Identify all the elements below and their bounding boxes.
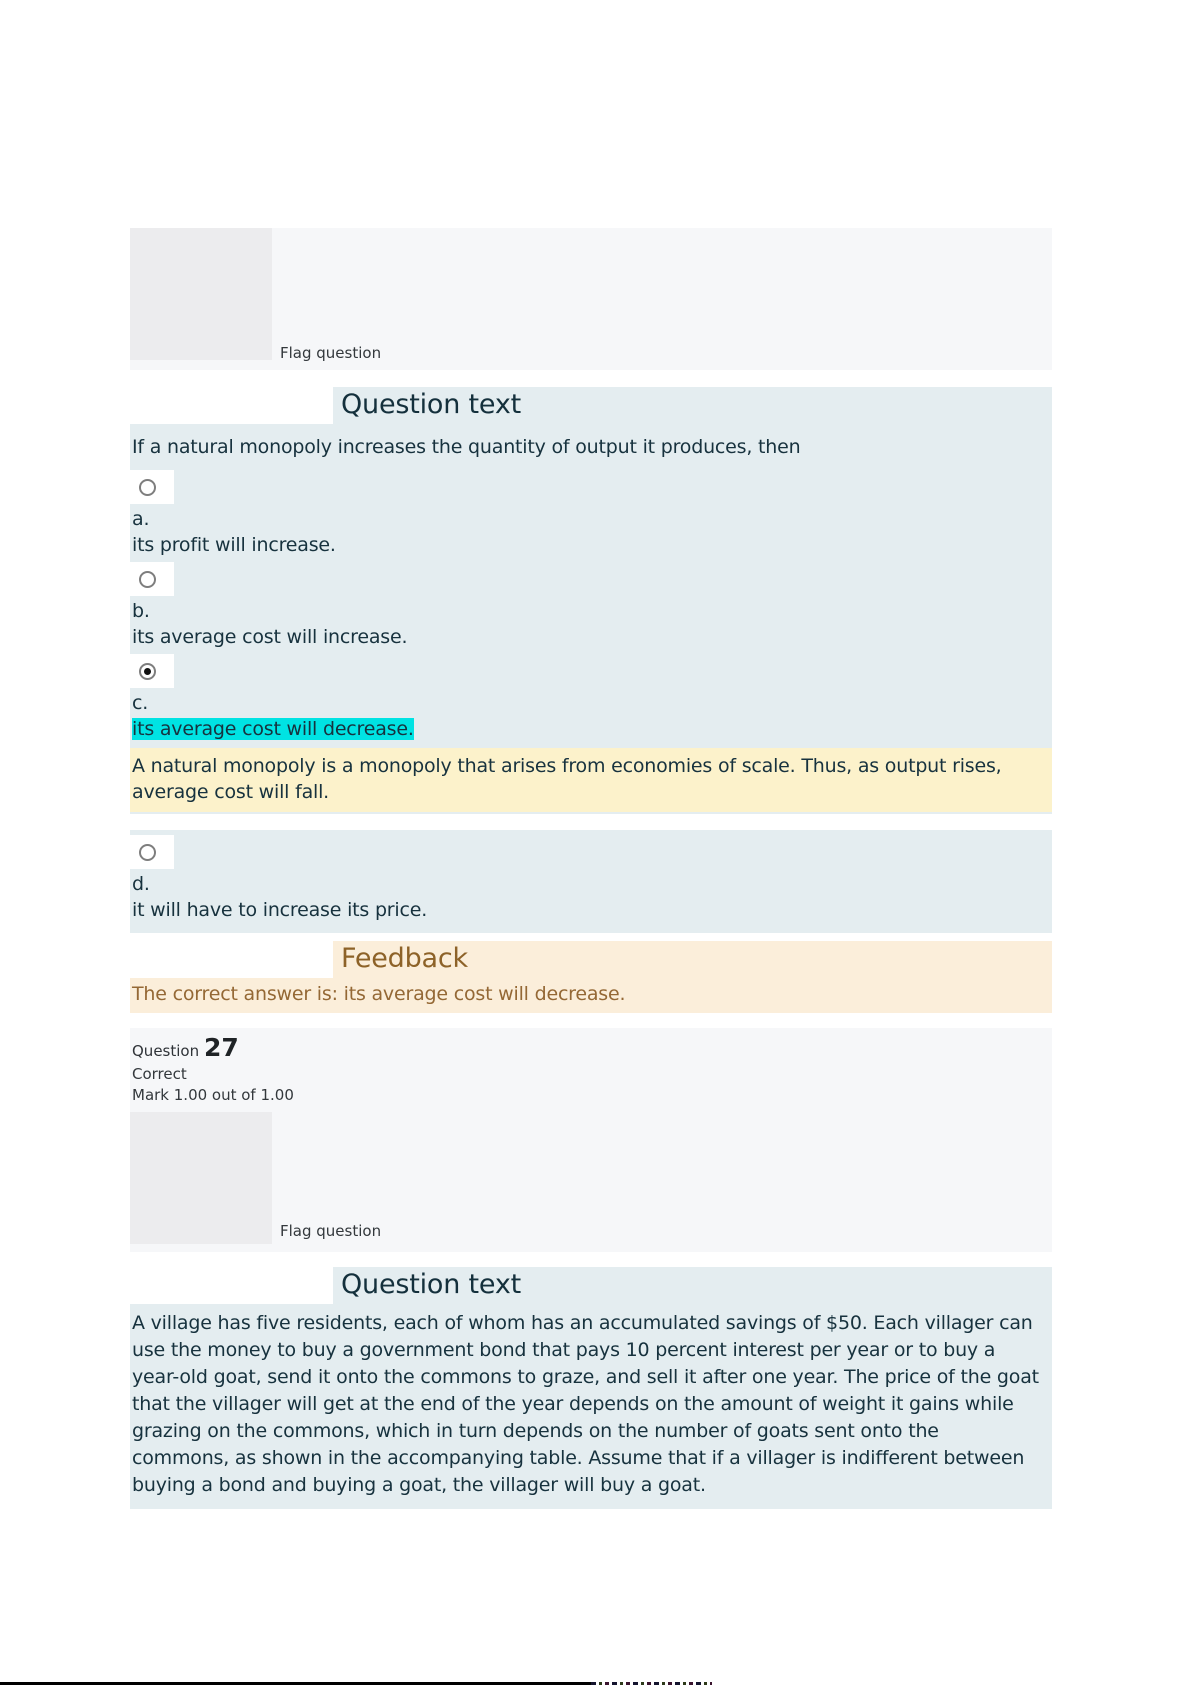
question-info-box-prev bbox=[130, 228, 1052, 370]
answer-option-b bbox=[130, 562, 1052, 654]
question-number-row bbox=[132, 1035, 1052, 1064]
option-letter: d. bbox=[132, 873, 150, 895]
option-text bbox=[130, 716, 1052, 746]
question-text-heading: Question text bbox=[341, 389, 522, 420]
selected-answer-highlight: its average cost will decrease. bbox=[132, 718, 414, 740]
radio-icon[interactable] bbox=[139, 844, 156, 861]
feedback-heading-row bbox=[130, 941, 1052, 978]
radio-option-a[interactable] bbox=[130, 470, 174, 504]
question-27-stem: A village has five residents, each of whom has an accumulated savings of $50. Each villager can use the money to buy a government bond that pays 10 percent interest per year or to buy a year-old goat, send it onto the commons to graze, and sell it after one year. The price of the goat that the villager will get at the end of the year depends on the amount of weight it gains while grazing on the commons, which in turn depends on the number of goats sent onto the commons, as shown in the accompanying table. Assume that if a villager is indifferent between buying a bond and buying a goat, the villager will buy a goat. bbox=[130, 1304, 1052, 1509]
quiz-content-column bbox=[130, 228, 1052, 1509]
question-formulation-prev bbox=[130, 424, 1052, 814]
flag-question-link[interactable]: Flag question bbox=[280, 1222, 382, 1240]
heading-indent-spacer bbox=[130, 941, 333, 978]
question-text-heading-row-prev bbox=[130, 387, 1052, 424]
feedback-heading: Feedback bbox=[341, 943, 468, 974]
answer-option-a bbox=[130, 470, 1052, 562]
option-text: its profit will increase. bbox=[132, 534, 336, 556]
option-letter: b. bbox=[132, 600, 150, 622]
heading-indent-spacer bbox=[130, 1267, 333, 1304]
question-info-box-27 bbox=[130, 1028, 1052, 1252]
option-text: it will have to increase its price. bbox=[132, 899, 428, 921]
question-text-heading-row-27 bbox=[130, 1267, 1052, 1304]
heading-band bbox=[333, 1267, 1052, 1304]
option-letter: c. bbox=[132, 692, 149, 714]
heading-band bbox=[333, 941, 1052, 978]
option-letter: a. bbox=[132, 508, 150, 530]
question-label: Question bbox=[132, 1042, 200, 1060]
radio-option-b[interactable] bbox=[130, 562, 174, 596]
flag-image-placeholder bbox=[130, 1112, 272, 1244]
radio-icon[interactable] bbox=[139, 571, 156, 588]
question-number: 27 bbox=[203, 1033, 239, 1062]
radio-option-d[interactable] bbox=[130, 835, 174, 869]
answer-option-d bbox=[130, 830, 1052, 933]
flag-row bbox=[130, 1112, 1052, 1244]
radio-option-c-selected[interactable] bbox=[130, 654, 174, 688]
flag-image-placeholder bbox=[130, 228, 272, 360]
answer-option-c bbox=[130, 654, 1052, 746]
option-text: its average cost will increase. bbox=[132, 626, 408, 648]
question-state-badge: Correct bbox=[132, 1065, 187, 1083]
radio-checked-icon[interactable] bbox=[139, 663, 156, 680]
question-text-heading: Question text bbox=[341, 1269, 522, 1300]
heading-band bbox=[333, 387, 1052, 424]
heading-indent-spacer bbox=[130, 387, 333, 424]
flag-question-link[interactable]: Flag question bbox=[280, 344, 382, 362]
correct-answer-text: The correct answer is: its average cost will decrease. bbox=[130, 978, 1052, 1013]
question-grade: Mark 1.00 out of 1.00 bbox=[132, 1086, 294, 1104]
option-specific-feedback: A natural monopoly is a monopoly that arises from economies of scale. Thus, as output rises, average cost will fall. bbox=[130, 748, 1052, 812]
radio-icon[interactable] bbox=[139, 479, 156, 496]
question-stem: If a natural monopoly increases the quantity of output it produces, then bbox=[132, 436, 801, 458]
